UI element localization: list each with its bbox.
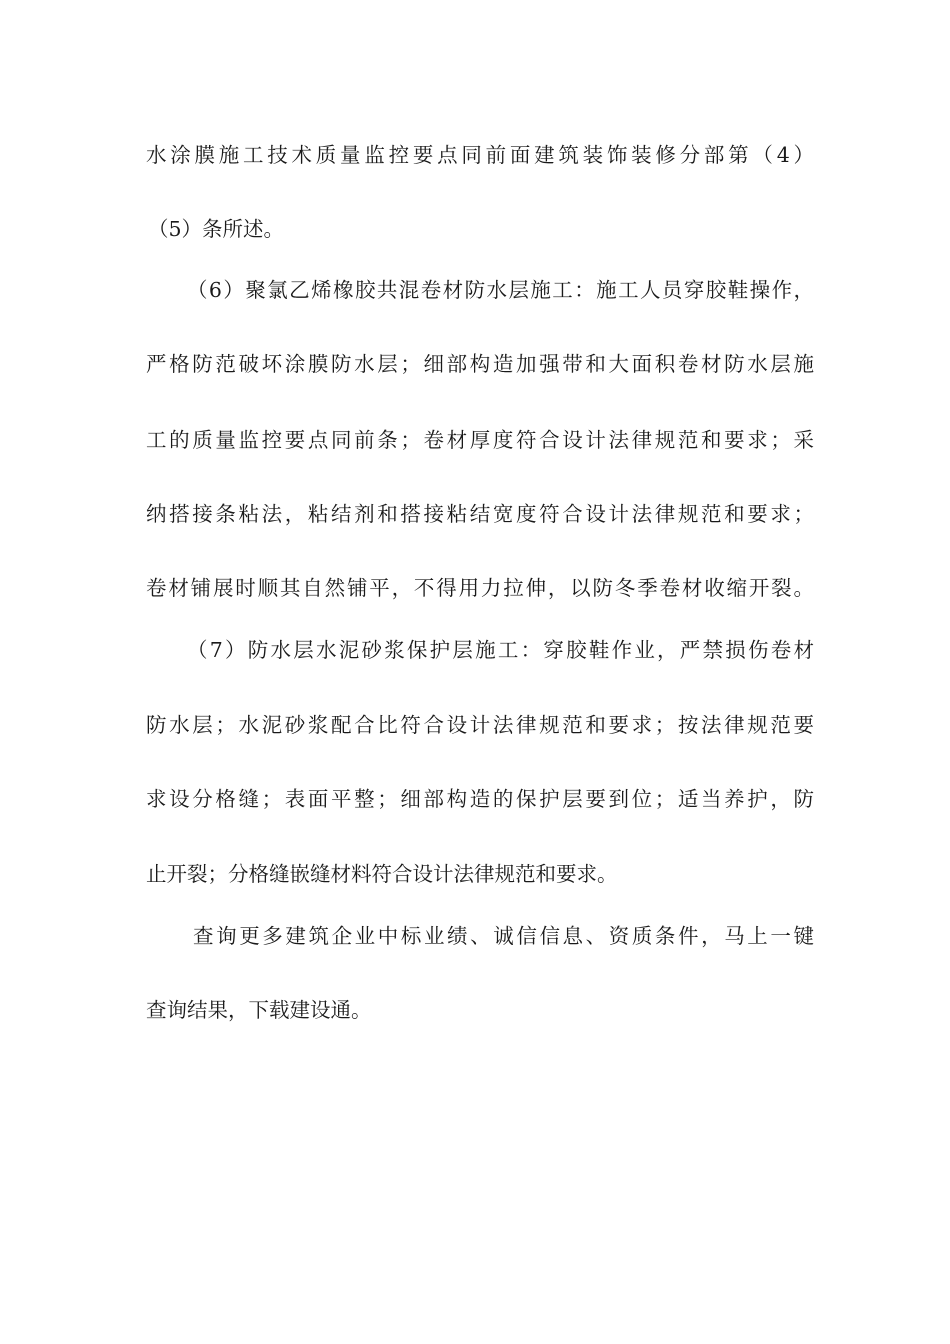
paragraph-line-4: 严格防范破坏涂膜防水层；细部构造加强带和大面积卷材防水层施 <box>146 352 814 376</box>
paragraph-line-5: 工的质量监控要点同前条；卷材厚度符合设计法律规范和要求；采 <box>146 428 814 452</box>
paragraph-line-2: （5）条所述。 <box>148 217 285 241</box>
paragraph-line-8: （7）防水层水泥砂浆保护层施工：穿胶鞋作业，严禁损伤卷材 <box>187 638 814 662</box>
paragraph-line-7: 卷材铺展时顺其自然铺平，不得用力拉伸，以防冬季卷材收缩开裂。 <box>146 576 814 600</box>
paragraph-line-12: 查询更多建筑企业中标业绩、诚信信息、资质条件，马上一键 <box>193 924 814 948</box>
paragraph-line-3: （6）聚氯乙烯橡胶共混卷材防水层施工：施工人员穿胶鞋操作， <box>187 278 814 302</box>
paragraph-line-13: 查询结果，下载建设通。 <box>146 998 372 1022</box>
paragraph-line-9: 防水层；水泥砂浆配合比符合设计法律规范和要求；按法律规范要 <box>146 713 814 737</box>
paragraph-line-11: 止开裂；分格缝嵌缝材料符合设计法律规范和要求。 <box>146 862 618 886</box>
paragraph-line-10: 求设分格缝；表面平整；细部构造的保护层要到位；适当养护，防 <box>146 787 814 811</box>
paragraph-line-1: 水涂膜施工技术质量监控要点同前面建筑装饰装修分部第（4） <box>146 143 814 167</box>
paragraph-line-6: 纳搭接条粘法，粘结剂和搭接粘结宽度符合设计法律规范和要求； <box>146 502 814 526</box>
